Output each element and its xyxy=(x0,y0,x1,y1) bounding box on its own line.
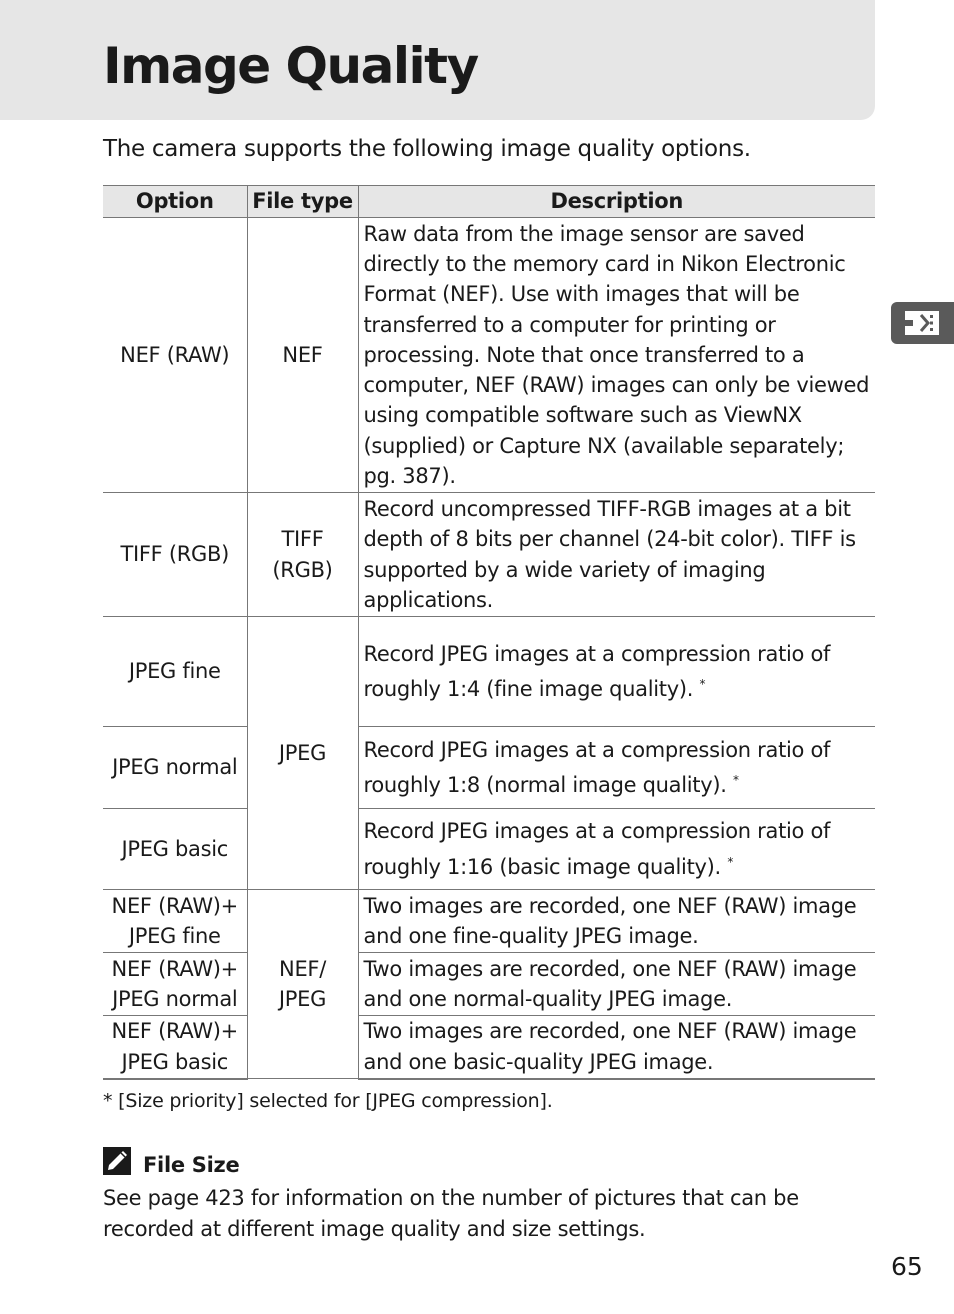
file-type-cell: JPEG xyxy=(247,617,358,890)
file-size-text: See page 423 for information on the number of pictures that can be recorded at different image quality and size settings. xyxy=(103,1186,799,1241)
table-row xyxy=(103,218,875,493)
page-number: 65 xyxy=(891,1252,923,1281)
description-cell: Two images are recorded, one NEF (RAW) image and one fine-quality JPEG image. xyxy=(358,890,875,953)
file-type-line: NEF/ xyxy=(279,956,326,981)
shooting-menu-tab xyxy=(891,302,954,344)
option-cell: NEF (RAW) xyxy=(103,218,247,493)
footnote: * [Size priority] selected for [JPEG compression]. xyxy=(103,1090,553,1112)
description-cell xyxy=(358,809,875,890)
footnote-marker: * xyxy=(699,677,706,691)
option-cell: JPEG normal xyxy=(103,727,247,809)
option-cell xyxy=(103,890,247,953)
option-line: NEF (RAW)+ xyxy=(111,893,238,918)
header-file-type: File type xyxy=(247,186,358,218)
file-type-cell: NEF xyxy=(247,218,358,493)
table-header-row xyxy=(103,186,875,218)
option-cell xyxy=(103,953,247,1016)
footnote-marker: * xyxy=(727,854,734,869)
description-cell: Raw data from the image sensor are saved directly to the memory card in Nikon Electronic Format (NEF). Use with images that will be transferred to a computer for printing or processing. Note that once transferred to a computer, NEF (RAW) images can only be viewed using compatible software such as ViewNX (supplied) or Capture NX (available separately; pg. 387). xyxy=(358,218,875,493)
image-quality-table xyxy=(103,185,875,1080)
footnote-marker: * xyxy=(733,773,739,787)
file-size-heading: File Size xyxy=(143,1153,240,1177)
shooting-menu-icon xyxy=(901,308,945,338)
table-row xyxy=(103,493,875,617)
option-line: JPEG normal xyxy=(112,987,238,1011)
table-row xyxy=(103,617,875,727)
file-type-cell: TIFF (RGB) xyxy=(247,493,358,617)
option-cell xyxy=(103,1016,247,1079)
description-text: Record JPEG images at a compression ratio of roughly 1:8 (normal image quality). xyxy=(363,737,831,797)
header-description: Description xyxy=(358,186,875,218)
description-cell: Record uncompressed TIFF-RGB images at a bit depth of 8 bits per channel (24-bit color). TIFF is supported by a wide variety of imaging applications. xyxy=(358,493,875,617)
table-row xyxy=(103,809,875,890)
page-title: Image Quality xyxy=(103,37,478,95)
table-row xyxy=(103,727,875,809)
file-type-cell xyxy=(247,890,358,1079)
description-cell xyxy=(358,727,875,809)
pencil-note-icon xyxy=(103,1147,131,1175)
header-option: Option xyxy=(103,186,247,218)
table-row xyxy=(103,890,875,953)
option-line: JPEG fine xyxy=(128,924,221,948)
option-cell: JPEG fine xyxy=(103,617,247,727)
table-row xyxy=(103,953,875,1016)
option-line: JPEG basic xyxy=(121,1049,229,1074)
option-cell: JPEG basic xyxy=(103,809,247,890)
description-cell xyxy=(358,617,875,727)
option-line: NEF (RAW)+ xyxy=(111,956,238,981)
file-type-line: JPEG xyxy=(278,987,327,1011)
description-cell: Two images are recorded, one NEF (RAW) image and one basic-quality JPEG image. xyxy=(358,1016,875,1079)
option-line: NEF (RAW)+ xyxy=(111,1019,238,1044)
option-cell: TIFF (RGB) xyxy=(103,493,247,617)
description-text: Record JPEG images at a compression ratio of roughly 1:16 (basic image quality). xyxy=(363,819,831,879)
table-row xyxy=(103,1016,875,1079)
description-text: Record JPEG images at a compression ratio of roughly 1:4 (fine image quality). xyxy=(363,641,831,701)
description-cell: Two images are recorded, one NEF (RAW) image and one normal-quality JPEG image. xyxy=(358,953,875,1016)
intro-text: The camera supports the following image quality options. xyxy=(103,136,751,162)
